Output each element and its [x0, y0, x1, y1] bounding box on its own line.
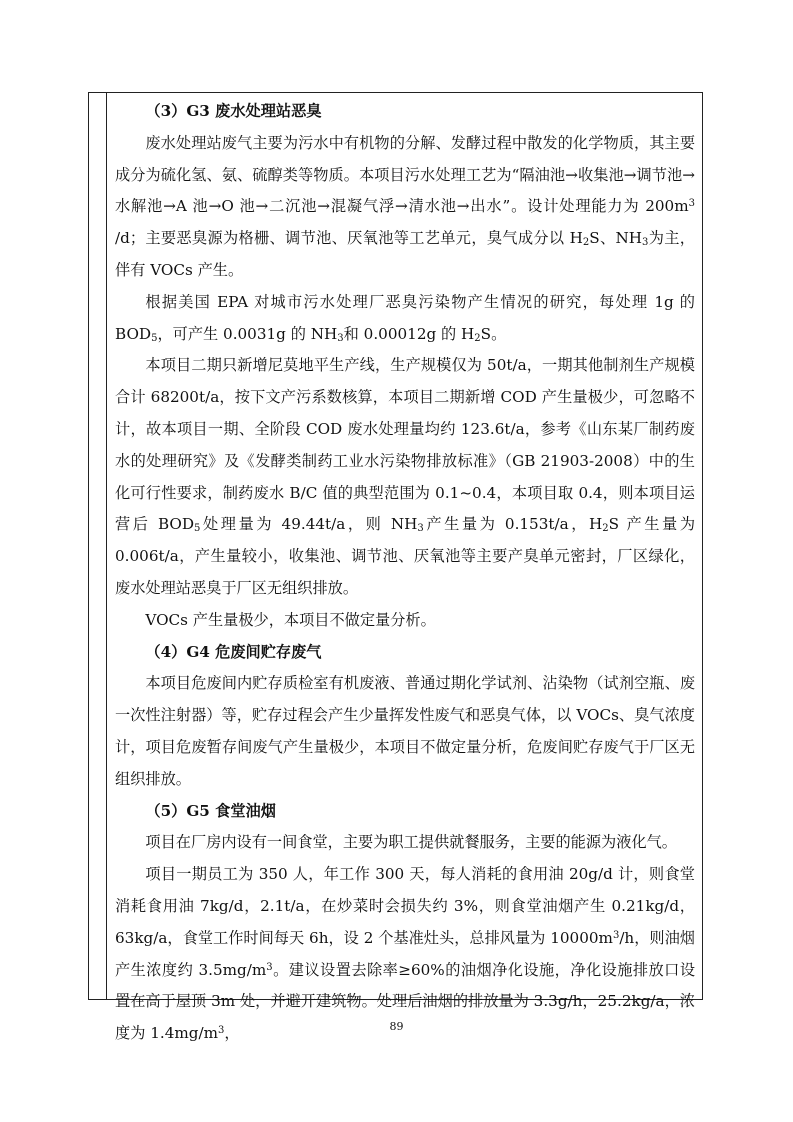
- page-number: 89: [389, 1020, 404, 1033]
- left-column-rule: [106, 93, 107, 999]
- superscript: 3: [688, 198, 695, 210]
- subscript: 3: [642, 237, 649, 249]
- text-run: 项目一期员工为 350 人，年工作 300 天，每人消耗的食用油 20g/d 计，则食堂消耗食用油 7kg/d，2.1t/a，在炒菜时会损失约 3%，则食堂油烟产生 0.21kg/d，63kg/a，食堂工作时间每天 6h，设 2 个基准灶头，总排风量为 10000m: [115, 865, 695, 947]
- subscript: 3: [417, 523, 424, 535]
- section-heading-g4: （4）G4 危废间贮存废气: [145, 642, 322, 661]
- text-run: 和 0.00012g 的 H: [343, 324, 475, 343]
- subscript: 2: [602, 523, 609, 535]
- text-run: 废水处理站废气主要为污水中有机物的分解、发酵过程中散发的化学物质，其主要成分为硫化氢、氨、硫醇类等物质。本项目污水处理工艺为“隔油池→收集池→调节池→水解池→A 池→O 池→二沉池→混凝气浮→清水池→出水”。设计处理能力为 200m: [115, 133, 695, 216]
- paragraph-g3-epa: [115, 287, 695, 351]
- text-run: 根据美国 EPA 对城市污水处理厂恶臭污染物产生情况的研究，每处理 1g 的 BOD: [115, 292, 695, 343]
- text-run: S 产生量为 0.006t/a，产生量较小，收集池、调节池、厌氧池等主要产臭单元密封，厂区绿化，废水处理站恶臭于厂区无组织排放。: [115, 515, 696, 597]
- subscript: 5: [151, 332, 158, 344]
- document-body: [115, 96, 695, 1050]
- text-run: 产生量为 0.153t/a，H: [423, 515, 603, 534]
- text-run: 为主，伴有 VOCs 产生。: [115, 229, 695, 279]
- superscript: 3: [612, 929, 620, 941]
- paragraph-g3-calculation: [115, 350, 695, 604]
- paragraph-g3-source: [115, 128, 695, 287]
- subscript: 3: [337, 332, 344, 344]
- paragraph-g4: 本项目危废间内贮存质检室有机废液、普通过期化学试剂、沾染物（试剂空瓶、废一次性注射器）等，贮存过程会产生少量挥发性废气和恶臭气体，以 VOCs、臭气浓度计，项目危废暂存间废气产生量极少，本项目不做定量分析，危废间贮存废气于厂区无组织排放。: [115, 674, 695, 788]
- subscript: 2: [474, 332, 481, 344]
- superscript: 3: [266, 961, 273, 973]
- text-run: 处理量为 49.44t/a，则 NH: [200, 515, 418, 534]
- text-run: 。建议设置去除率≥60%的油烟净化设施，净化设施排放口设置在高于屋顶 3m 处，并避开建筑物。处理后油烟的排放量为 3.3g/h，25.2kg/a，浓度为 1.4mg/m: [115, 960, 696, 1043]
- text-run: 本项目二期只新增尼莫地平生产线，生产规模仅为 50t/a，一期其他制剂生产规模合计 68200t/a，按下文产污系数核算，本项目二期新增 COD 产生量极少，可忽略不计，故本项目一期、全阶段 COD 废水处理量均约 123.6t/a，参考《山东某厂制药废水的处理研究》及《发酵类制药工业水污染物排放标准》（GB 21903-2008）中的生化可行性要求，制药废水 B/C 值的典型范围为 0.1~0.4，本项目取 0.4，则本项目运营后 BOD: [115, 356, 695, 534]
- text-run: /d；主要恶臭源为格栅、调节池、厌氧池等工艺单元，臭气成分以 H: [115, 229, 583, 248]
- paragraph-g3-vocs: VOCs 产生量极少，本项目不做定量分析。: [145, 610, 436, 629]
- section-heading-g5: （5）G5 食堂油烟: [145, 801, 276, 820]
- text-run: ，可产生 0.0031g 的 NH: [157, 324, 338, 343]
- text-run: ，: [224, 1024, 240, 1043]
- subscript: 2: [582, 237, 590, 249]
- text-run: S、NH: [589, 229, 643, 248]
- text-run: /h，则油烟产生浓度约 3.5mg/m: [115, 928, 695, 979]
- paragraph-g5-canteen: 项目在厂房内设有一间食堂，主要为职工提供就餐服务，主要的能源为液化气。: [145, 833, 677, 852]
- section-heading-g3: （3）G3 废水处理站恶臭: [145, 102, 322, 120]
- subscript: 5: [194, 523, 201, 535]
- text-run: S。: [480, 324, 507, 343]
- superscript: 3: [218, 1025, 225, 1037]
